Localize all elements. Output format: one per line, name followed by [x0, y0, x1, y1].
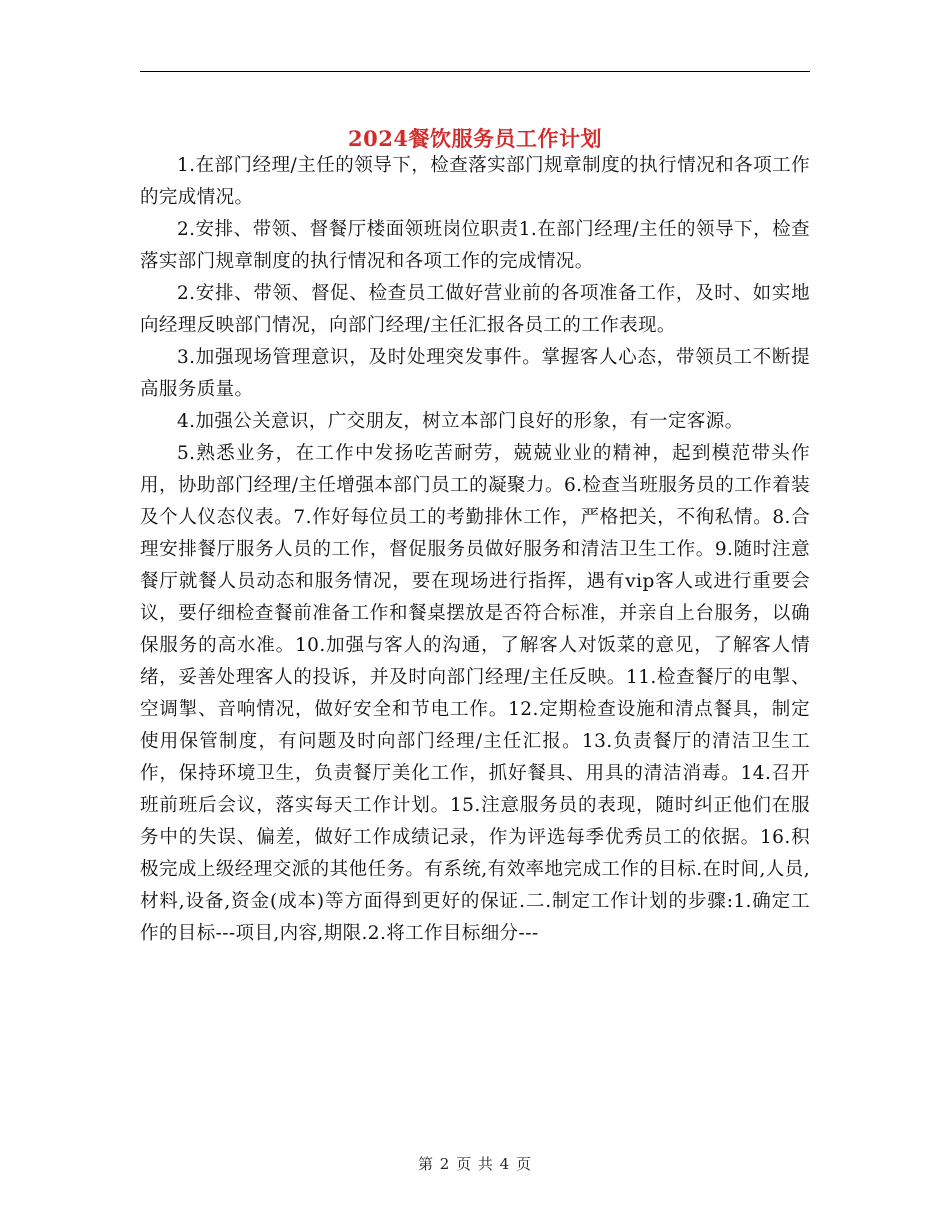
- page-number-footer: 第 2 页 共 4 页: [418, 1155, 532, 1173]
- header-rule: [140, 71, 810, 72]
- document-body: [140, 150, 810, 950]
- paragraph-1: 1.在部门经理/主任的领导下，检查落实部门规章制度的执行情况和各项工作的完成情况。: [140, 155, 810, 208]
- document-title: 2024餐饮服务员工作计划: [348, 126, 602, 152]
- paragraph-3: 2.安排、带领、督促、检查员工做好营业前的各项准备工作，及时、如实地向经理反映部门情况，向部门经理/主任汇报各员工的工作表现。: [140, 283, 810, 336]
- paragraph-5: 4.加强公关意识，广交朋友，树立本部门良好的形象，有一定客源。: [177, 411, 744, 432]
- paragraph-4: 3.加强现场管理意识，及时处理突发事件。掌握客人心态，带领员工不断提高服务质量。: [140, 347, 810, 400]
- paragraph-2: 2.安排、带领、督餐厅楼面领班岗位职责1.在部门经理/主任的领导下，检查落实部门规章制度的执行情况和各项工作的完成情况。: [140, 219, 810, 272]
- paragraph-6: 5.熟悉业务，在工作中发扬吃苦耐劳，兢兢业业的精神，起到模范带头作用，协助部门经理/主任增强本部门员工的凝聚力。6.检查当班服务员的工作着装及个人仪态仪表。7.作好每位员工的考勤排休工作，严格把关，不徇私情。8.合理安排餐厅服务人员的工作，督促服务员做好服务和清洁卫生工作。9.随时注意餐厅就餐人员动态和服务情况，要在现场进行指挥，遇有vip客人或进行重要会议，要仔细检查餐前准备工作和餐桌摆放是否符合标准，并亲自上台服务，以确保服务的高水准。10.加强与客人的沟通，了解客人对饭菜的意见，了解客人情绪，妥善处理客人的投诉，并及时向部门经理/主任反映。11.检查餐厅的电掣、空调掣、音响情况，做好安全和节电工作。12.定期检查设施和清点餐具，制定使用保管制度，有问题及时向部门经理/主任汇报。13.负责餐厅的清洁卫生工作，保持环境卫生，负责餐厅美化工作，抓好餐具、用具的清洁消毒。14.召开班前班后会议，落实每天工作计划。15.注意服务员的表现，随时纠正他们在服务中的失误、偏差，做好工作成绩记录，作为评选每季优秀员工的依据。16.积极完成上级经理交派的其他任务。有系统,有效率地完成工作的目标.在时间,人员,材料,设备,资金(成本)等方面得到更好的保证.二.制定工作计划的步骤:1.确定工作的目标---项目,内容,期限.2.将工作目标细分---: [140, 443, 810, 944]
